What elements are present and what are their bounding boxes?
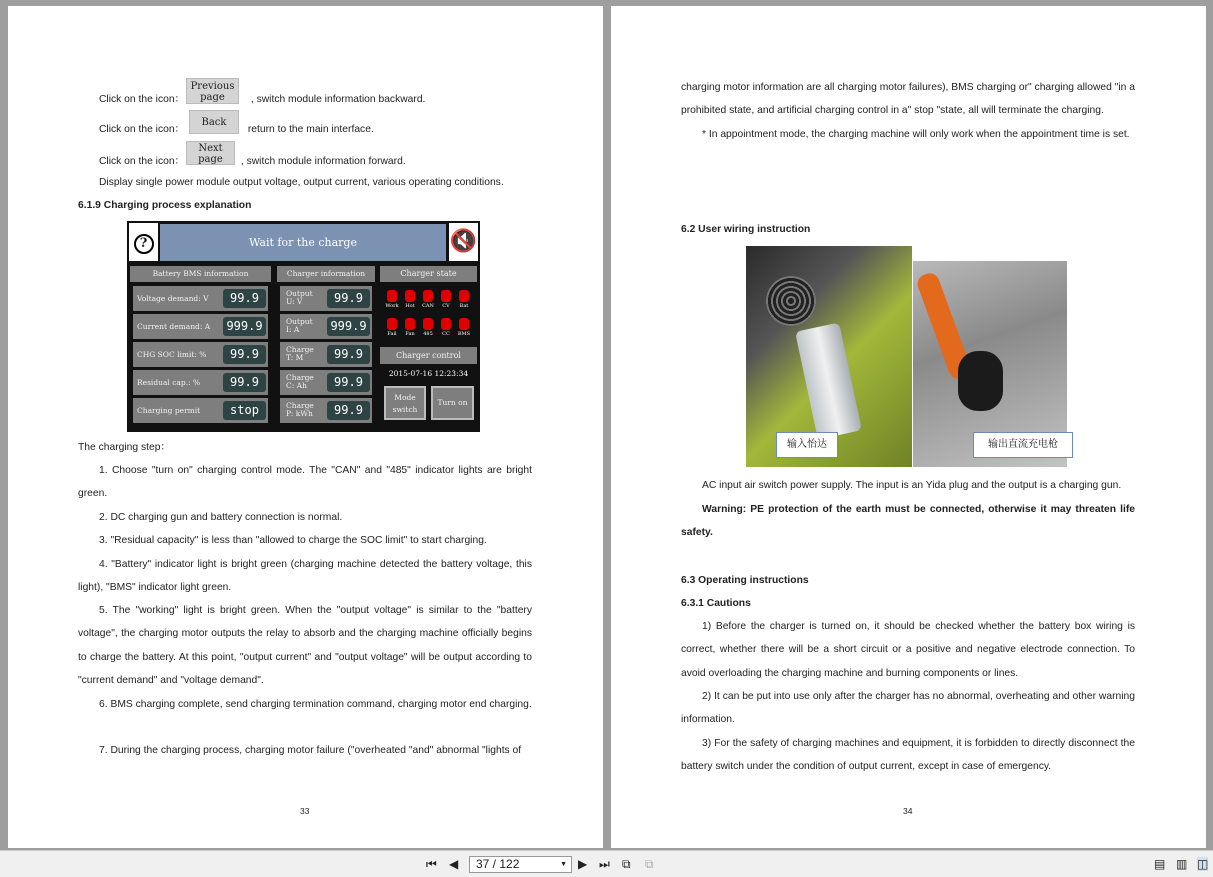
indicator-lamp-icon — [405, 290, 415, 302]
screen-title: Wait for the charge — [160, 224, 446, 261]
indicator-lamp-icon — [423, 290, 433, 302]
charger-row-label: Charge P: kWh — [280, 398, 372, 423]
charger-info-header: Charger information — [277, 266, 375, 282]
bms-row-value: stop — [223, 401, 266, 420]
turn-on-button[interactable]: Turn on — [431, 386, 474, 420]
step-3: 3. "Residual capacity" is less than "allowed to charge the SOC limit" to start charging. — [99, 535, 487, 546]
indicator-lamp-label: CC — [442, 331, 450, 337]
continued-paragraph: charging motor information are all charging motor failures), BMS charging or" charging allowed "in a prohibited state, and artificial charging control in a" stop "state, all will terminate the charging. — [681, 82, 1135, 117]
display-line: Display single power module output voltage, output current, various operating conditions. — [99, 177, 504, 188]
back-button[interactable]: Back — [189, 110, 239, 134]
charger-row-label: Output U: V — [280, 286, 372, 311]
bms-row-label: Residual cap.: % — [133, 370, 268, 395]
indicator-lamp-label: Work — [385, 303, 399, 309]
photo-charging-gun — [913, 261, 1067, 467]
last-page-icon[interactable]: ⏭ — [599, 857, 610, 871]
indicator-lamp-icon — [441, 290, 451, 302]
charger-row-value: 99.9 — [327, 345, 370, 364]
mute-icon: 🔇 — [449, 223, 478, 261]
bms-row-label: Current demand: A — [133, 314, 268, 339]
rotate-icon[interactable]: ⧉ — [645, 857, 654, 871]
previous-page-icon[interactable]: ◀ — [449, 857, 459, 871]
step-2: 2. DC charging gun and battery connection is normal. — [99, 512, 343, 523]
section-heading-6-3: 6.3 Operating instructions — [681, 575, 809, 586]
indicator-lamp-icon — [387, 318, 397, 330]
charger-row-value: 99.9 — [327, 289, 370, 308]
page-33 — [8, 6, 603, 848]
nav-line-next: Click on the icon： , switch module information forward. — [99, 156, 406, 167]
bms-row-value: 99.9 — [223, 345, 266, 364]
indicator-lamp-label: Hot — [405, 303, 415, 309]
indicator-lamp-icon — [459, 318, 469, 330]
section-heading-6-2: 6.2 User wiring instruction — [681, 224, 811, 235]
charger-control-header: Charger control — [380, 347, 477, 364]
step-5: 5. The "working" light is bright green. When the "output voltage" is similar to the "battery voltage", the charging motor outputs the relay to absorb and the charging machine officially begins to charge the battery. At this point, "output current" and "output voltage" will be output according to "current demand" and "voltage demand". — [78, 605, 532, 687]
section-heading: 6.1.9 Charging process explanation — [78, 200, 252, 211]
single-page-view-icon[interactable]: ▤ — [1154, 857, 1166, 871]
charger-screen-image — [127, 221, 480, 432]
photo-label-output: 输出直流充电枪 — [973, 432, 1073, 458]
continuous-view-icon[interactable]: ▥ — [1176, 857, 1188, 871]
charger-row-label: Charge C: Ah — [280, 370, 372, 395]
nav-line-back: Click on the icon： return to the main interface. — [99, 124, 374, 135]
bms-row-label: Voltage demand: V — [133, 286, 268, 311]
datetime: 2015-07-16 12:23:34 — [388, 369, 469, 378]
indicator-lamp-label: Bat — [459, 303, 469, 309]
step-4: 4. "Battery" indicator light is bright green (charging machine detected the battery voltage, this light), "BMS" indicator light green. — [78, 559, 532, 594]
help-icon: ? — [129, 223, 158, 261]
next-page-button[interactable]: Next page — [186, 141, 235, 165]
section-heading-6-3-1: 6.3.1 Cautions — [681, 598, 751, 609]
page-number: 33 — [300, 806, 310, 816]
step-1: 1. Choose "turn on" charging control mode. The "CAN" and "485" indicator lights are bright green. — [78, 465, 532, 500]
mode-switch-button[interactable]: Mode switch — [384, 386, 426, 420]
indicator-lamp-label: CV — [442, 303, 450, 309]
nav-line-previous: Click on the icon： , switch module information backward. — [99, 94, 426, 105]
fit-page-icon[interactable]: ⧉ — [622, 857, 631, 871]
photo-input-plug — [746, 246, 912, 467]
steps-title: The charging step： — [78, 442, 171, 453]
previous-page-button[interactable]: Previous page — [186, 78, 239, 104]
indicator-lamp-icon — [423, 318, 433, 330]
caution-1: 1) Before the charger is turned on, it should be checked whether the battery box wiring is correct, whether there will be a short circuit or a positive and negative electrode connection. To avoid overloading the charging machine and burning components or lines. — [681, 621, 1135, 679]
charger-row-value: 99.9 — [327, 401, 370, 420]
bms-row-label: CHG SOC limit: % — [133, 342, 268, 367]
caution-2: 2) It can be put into use only after the charger has no abnormal, overheating and other warning information. — [681, 691, 1135, 726]
charger-row-value: 999.9 — [327, 317, 370, 336]
indicator-lamp-label: 485 — [423, 331, 433, 337]
indicator-lamp-label: BMS — [457, 331, 471, 337]
next-page-icon[interactable]: ▶ — [578, 857, 588, 871]
page-number-input[interactable]: 37 / 122 ▼ — [469, 856, 572, 873]
indicator-lamp-label: Fan — [405, 331, 415, 337]
dropdown-icon[interactable]: ▼ — [560, 861, 567, 868]
charger-row-label: Charge T: M — [280, 342, 372, 367]
page-number: 34 — [903, 806, 913, 816]
first-page-icon[interactable]: ⏮ — [426, 857, 437, 871]
indicator-lamp-label: CAN — [422, 303, 434, 309]
step-7: 7. During the charging process, charging motor failure ("overheated "and" abnormal "lights of — [99, 745, 522, 756]
photo-label-input: 输入怡达 — [776, 432, 838, 458]
indicator-lamp-label: Fail — [387, 331, 397, 337]
indicator-lamp-icon — [441, 318, 451, 330]
ac-input-line: AC input air switch power supply. The input is an Yida plug and the output is a charging gun. — [702, 480, 1122, 491]
charger-row-label: Output I: A — [280, 314, 372, 339]
bms-row-value: 99.9 — [223, 289, 266, 308]
indicator-lamp-icon — [387, 290, 397, 302]
caution-3: 3) For the safety of charging machines and equipment, it is forbidden to directly disconnect the battery switch under the condition of output current, except in case of emergency. — [681, 738, 1135, 773]
charger-state-header: Charger state — [380, 266, 477, 282]
page-34 — [611, 6, 1206, 848]
charger-row-value: 99.9 — [327, 373, 370, 392]
bms-row-value: 999.9 — [223, 317, 266, 336]
viewer-toolbar — [0, 850, 1213, 877]
bms-row-value: 99.9 — [223, 373, 266, 392]
warning-text: Warning: PE protection of the earth must be connected, otherwise it may threaten life safety. — [681, 504, 1135, 539]
step-6: 6. BMS charging complete, send charging termination command, charging motor end charging. — [99, 699, 532, 710]
bms-header: Battery BMS information — [130, 266, 271, 282]
indicator-lamp-icon — [459, 290, 469, 302]
two-page-view-icon[interactable]: ◫ — [1197, 857, 1209, 871]
bms-row-label: Charging permit — [133, 398, 268, 423]
indicator-lamp-icon — [405, 318, 415, 330]
appointment-note: * In appointment mode, the charging machine will only work when the appointment time is set. — [702, 129, 1130, 140]
